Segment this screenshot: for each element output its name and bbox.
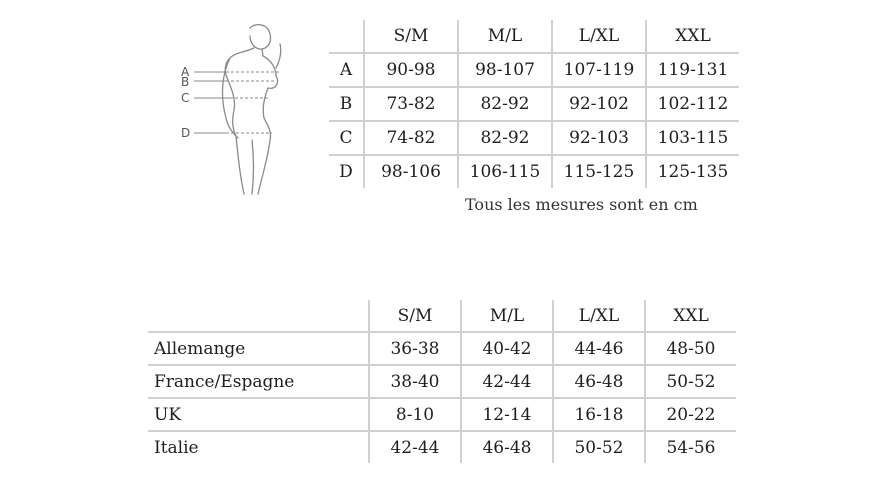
table-cell: 42-44 [461, 365, 553, 398]
table-cell: 50-52 [553, 431, 645, 463]
table-cell: 74-82 [364, 121, 458, 155]
table-row [329, 155, 739, 188]
table-cell: 92-102 [552, 87, 646, 121]
table-cell: 46-48 [553, 365, 645, 398]
country-label: Italie [148, 431, 369, 463]
table-cell: 12-14 [461, 398, 553, 431]
measurement-table [329, 20, 739, 188]
table-cell: 90-98 [364, 53, 458, 87]
header-cell: XXL [645, 300, 736, 332]
country-size-table [148, 300, 736, 463]
header-cell: S/M [369, 300, 461, 332]
table-cell: 107-119 [552, 53, 646, 87]
row-label: A [329, 53, 364, 87]
table-cell: 48-50 [645, 332, 736, 365]
table-cell: 38-40 [369, 365, 461, 398]
table-cell: 42-44 [369, 431, 461, 463]
table-cell: 115-125 [552, 155, 646, 188]
table-row [329, 53, 739, 87]
table-cell: 92-103 [552, 121, 646, 155]
country-label: Allemange [148, 332, 369, 365]
table-cell: 16-18 [553, 398, 645, 431]
table-row [148, 365, 736, 398]
table-cell: 8-10 [369, 398, 461, 431]
body-outline [176, 18, 296, 198]
table-cell: 54-56 [666, 437, 716, 458]
header-cell: M/L [458, 20, 552, 53]
row-label: B [329, 87, 364, 121]
country-label: UK [148, 398, 369, 431]
table-row [148, 431, 736, 463]
table-row [148, 332, 736, 365]
table-cell: 98-107 [458, 53, 552, 87]
table-cell: 119-131 [646, 53, 739, 87]
table-cell: 36-38 [369, 332, 461, 365]
header-cell: M/L [461, 300, 553, 332]
figure-label-d: D [181, 126, 191, 140]
table-row [329, 87, 739, 121]
corner-cell [148, 300, 369, 332]
figure-label-b: B [181, 75, 190, 89]
units-note: Tous les mesures sont en cm [465, 195, 698, 214]
table-cell: 103-115 [646, 121, 739, 155]
table-row [148, 398, 736, 431]
table-header-row [329, 20, 739, 53]
corner-cell [329, 20, 364, 53]
figure-label-a: A [181, 65, 190, 79]
table-cell: 106-115 [458, 155, 552, 188]
header-cell: XXL [646, 20, 739, 53]
table-cell: 82-92 [458, 87, 552, 121]
table-row [329, 121, 739, 155]
table-cell: 44-46 [553, 332, 645, 365]
header-cell: L/XL [553, 300, 645, 332]
table-cell: 20-22 [645, 398, 736, 431]
row-label: D [329, 155, 364, 188]
table-cell: 98-106 [364, 155, 458, 188]
header-cell: L/XL [552, 20, 646, 53]
table-cell: 73-82 [364, 87, 458, 121]
row-label: C [329, 121, 364, 155]
body-measurement-icon [176, 18, 296, 198]
table-cell: 50-52 [645, 365, 736, 398]
table-cell: 82-92 [458, 121, 552, 155]
figure-label-c: C [181, 91, 190, 105]
table-cell: 102-112 [646, 87, 739, 121]
country-label: France/Espagne [148, 365, 369, 398]
table-cell: 46-48 [461, 431, 553, 463]
table-header-row [148, 300, 736, 332]
table-cell: 125-135 [657, 162, 729, 182]
table-cell: 40-42 [461, 332, 553, 365]
header-cell: S/M [364, 20, 458, 53]
